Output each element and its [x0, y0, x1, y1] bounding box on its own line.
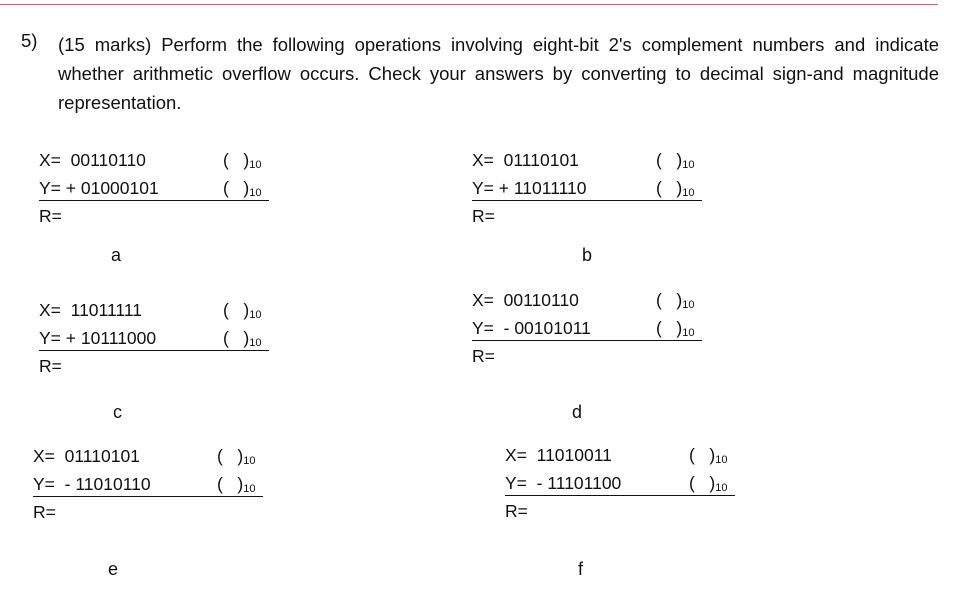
sum-underline	[472, 340, 702, 341]
y-decimal-blank: ( )$_{10}$	[656, 178, 695, 199]
x-label: X=	[39, 150, 61, 170]
label-b: b	[582, 245, 593, 265]
x-decimal-blank: ( )$_{10}$	[689, 445, 728, 466]
x-decimal-blank: ( )$_{10}$	[223, 300, 262, 321]
question-text: (15 marks) Perform the following operations involving eight-bit 2's complement numbers and indicate whether arithmetic overflow occurs. Check your answers by converting to decimal sign-and magnitude representation.	[58, 34, 939, 113]
y-label: Y= -	[505, 473, 543, 493]
sum-underline	[505, 495, 735, 496]
problem-e	[33, 446, 333, 566]
r-label: R=	[33, 502, 56, 522]
x-decimal-blank: ( )$_{10}$	[656, 290, 695, 311]
x-label: X=	[39, 300, 61, 320]
y-row	[505, 473, 621, 494]
question-number: 5)	[21, 30, 38, 51]
y-decimal-blank: ( )$_{10}$	[223, 178, 262, 199]
problem-a	[39, 150, 339, 270]
sum-underline	[39, 200, 269, 201]
problem-b	[472, 150, 772, 270]
label-d: d	[572, 402, 583, 422]
x-value: 01110101	[503, 150, 579, 170]
x-row	[33, 446, 140, 467]
x-value: 00110110	[70, 150, 146, 170]
y-row	[472, 178, 587, 199]
top-rule	[0, 4, 938, 5]
y-row	[39, 328, 156, 349]
y-row	[33, 474, 151, 495]
sum-underline	[472, 200, 702, 201]
r-label: R=	[472, 346, 495, 366]
x-value: 01110101	[64, 446, 140, 466]
y-decimal-blank: ( )$_{10}$	[689, 473, 728, 494]
y-label: Y= -	[472, 318, 510, 338]
x-row	[505, 445, 612, 466]
problem-f	[505, 445, 805, 565]
label-e: e	[108, 559, 119, 579]
r-label: R=	[472, 206, 495, 226]
r-label: R=	[505, 501, 528, 521]
x-value: 11011111	[70, 300, 143, 320]
y-label: Y= +	[39, 328, 76, 348]
y-decimal-blank: ( )$_{10}$	[656, 318, 695, 339]
x-row	[472, 150, 579, 171]
y-decimal-blank: ( )$_{10}$	[223, 328, 262, 349]
y-value: 11101100	[547, 473, 622, 493]
x-label: X=	[472, 290, 494, 310]
y-row	[39, 178, 159, 199]
x-decimal-blank: ( )$_{10}$	[217, 446, 256, 467]
sum-underline	[39, 350, 269, 351]
y-label: Y= +	[39, 178, 76, 198]
problem-c	[39, 300, 339, 420]
x-label: X=	[505, 445, 527, 465]
x-row	[39, 150, 146, 171]
y-value: 01000101	[80, 178, 159, 198]
y-value: 11010110	[75, 474, 151, 494]
x-label: X=	[33, 446, 55, 466]
r-label: R=	[39, 356, 62, 376]
y-row	[472, 318, 591, 339]
label-c: c	[113, 402, 122, 422]
y-value: 11011110	[513, 178, 587, 198]
r-label: R=	[39, 206, 62, 226]
y-label: Y= +	[472, 178, 509, 198]
x-decimal-blank: ( )$_{10}$	[656, 150, 695, 171]
x-row	[39, 300, 142, 321]
sum-underline	[33, 496, 263, 497]
label-f: f	[578, 559, 584, 579]
x-value: 00110110	[503, 290, 579, 310]
label-a: a	[111, 245, 122, 265]
problem-d	[472, 290, 772, 410]
x-label: X=	[472, 150, 494, 170]
y-label: Y= -	[33, 474, 71, 494]
x-decimal-blank: ( )$_{10}$	[223, 150, 262, 171]
y-decimal-blank: ( )$_{10}$	[217, 474, 256, 495]
x-value: 11010011	[536, 445, 612, 465]
y-value: 10111000	[80, 328, 157, 348]
x-row	[472, 290, 579, 311]
y-value: 00101011	[514, 318, 591, 338]
